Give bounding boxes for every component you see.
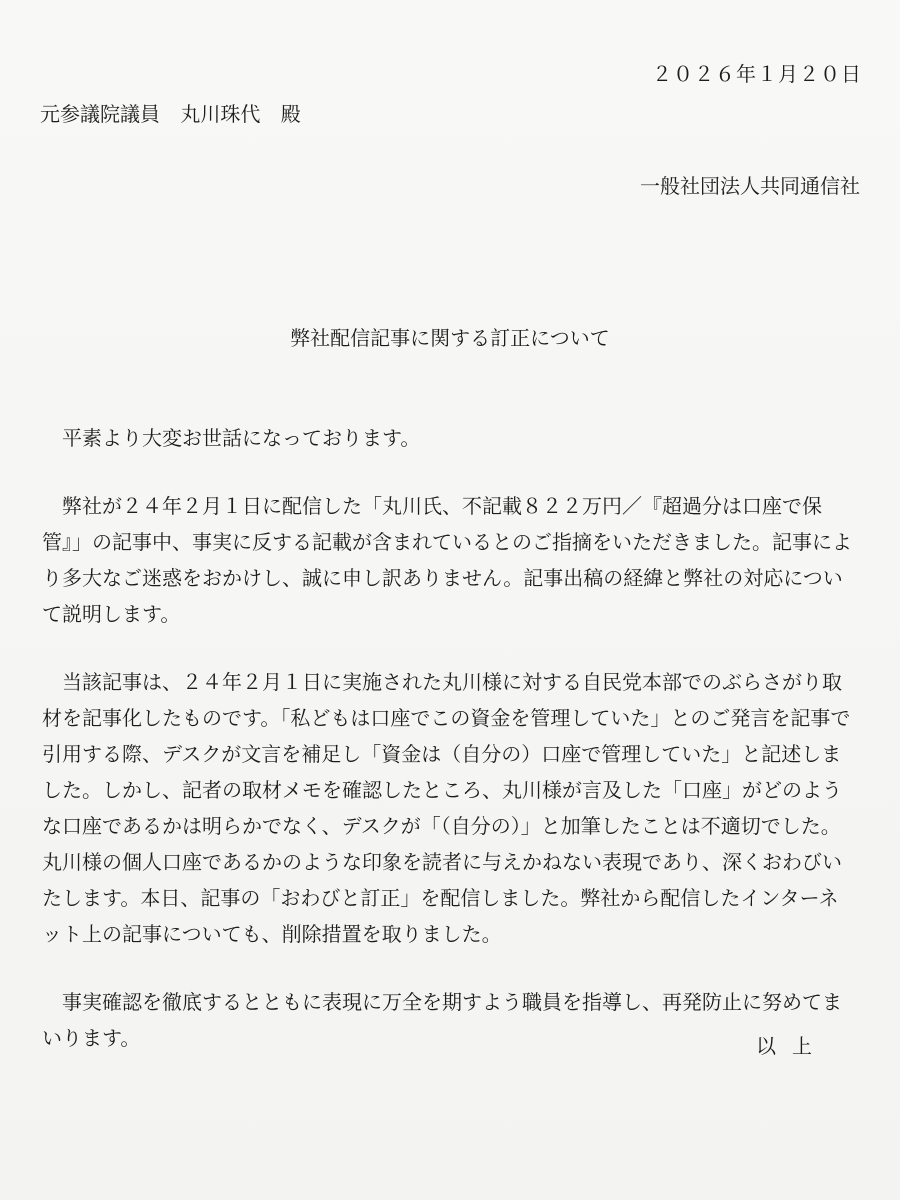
letter-date: ２０２６年１月２０日 [652, 62, 862, 86]
recipient-name: 丸川珠代 [180, 102, 261, 126]
sender-organization: 一般社団法人共同通信社 [640, 174, 860, 198]
recipient-title: 元参議院議員 [40, 102, 160, 126]
closing-mark: 以上 [756, 1034, 828, 1058]
apology-paragraph: 弊社が２４年２月１日に配信した「丸川氏、不記載８２２万円／『超過分は口座で保管』」の記事中、事実に反する記載が含まれているとのご指摘をいただきました。記事により多大なご迷惑をおかけし、誠に申し訳ありません。記事出稿の経緯と弊社の対応について説明します。 [42, 494, 852, 626]
prevention-paragraph: 事実確認を徹底するとともに表現に万全を期すよう職員を指導し、再発防止に努めてまいります。 [42, 990, 842, 1050]
explanation-paragraph: 当該記事は、２４年２月１日に実施された丸川様に対する自民党本部でのぶらさがり取材を記事化したものです。「私どもは口座でこの資金を管理していた」とのご発言を記事で引用する際、デスクが文言を補足し「資金は（自分の）口座で管理していた」と記述しました。しかし、記者の取材メモを確認したところ、丸川様が言及した「口座」がどのような口座であるかは明らかでなく、デスクが「（自分の）」と加筆したことは不適切でした。丸川様の個人口座であるかのような印象を読者に与えかねない表現であり、深くおわびいたします。本日、記事の「おわびと訂正」を配信しました。弊社から配信したインターネット上の記事についても、削除措置を取りました。 [42, 670, 851, 946]
letter-subject: 弊社配信記事に関する訂正について [290, 326, 610, 350]
recipient-honorific: 殿 [280, 102, 301, 126]
letter-body [42, 420, 858, 1088]
recipient-block [40, 98, 315, 127]
greeting-paragraph: 平素より大変お世話になっております。 [62, 426, 421, 450]
